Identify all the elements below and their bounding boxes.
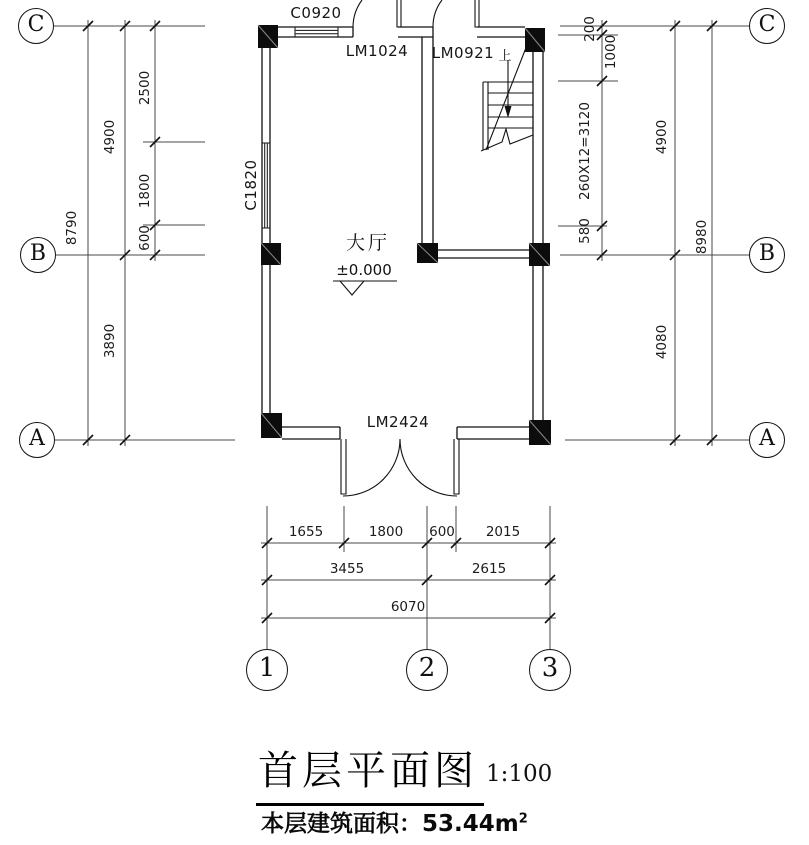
floor-area-value: 53.44m <box>422 811 519 837</box>
dim-right-stair: 260X12=3120 <box>577 102 593 200</box>
dim-left-outer: 8790 <box>64 210 80 246</box>
dim-bottom-2615: 2615 <box>471 561 507 577</box>
dim-bottom-1800: 1800 <box>368 524 404 540</box>
floor-area-note <box>261 805 528 838</box>
dim-right-lower: 4080 <box>654 324 670 360</box>
floor-area-exponent: 2 <box>518 811 528 827</box>
window-c0920 <box>295 27 338 37</box>
dim-bottom-1655: 1655 <box>288 524 324 540</box>
dim-left-lower: 3890 <box>102 323 118 359</box>
grid-bubble-b-left: B <box>20 237 56 273</box>
dim-left-2500: 2500 <box>137 70 153 106</box>
columns <box>258 25 551 445</box>
door-lm0921 <box>433 0 479 27</box>
dim-right-580: 580 <box>577 218 593 244</box>
drawing-scale: 1:100 <box>486 761 553 787</box>
door-lm1024 <box>353 0 401 27</box>
label-door-lm2424: LM2424 <box>366 413 430 431</box>
dim-left-1800: 1800 <box>137 173 153 209</box>
room-level: ±0.000 <box>336 261 392 279</box>
dim-right-1000: 1000 <box>603 34 619 70</box>
dimension-lines <box>54 20 749 649</box>
stair-arrow-head <box>505 106 512 118</box>
grid-bubble-b-right: B <box>749 237 785 273</box>
walls <box>262 27 543 439</box>
room-name: 大厅 <box>345 232 391 254</box>
door-lm2424 <box>341 439 459 496</box>
grid-bubble-c-right: C <box>749 8 785 44</box>
label-door-lm0921: LM0921 <box>431 44 495 62</box>
dim-right-200: 200 <box>582 16 598 42</box>
level-symbol <box>333 281 397 295</box>
label-window-c0920: C0920 <box>290 4 342 22</box>
stair-break-line <box>481 129 533 151</box>
grid-bubble-c-left: C <box>18 8 54 44</box>
grid-bubble-1: 1 <box>246 649 288 691</box>
column-diagonals <box>258 25 551 445</box>
dim-right-upper: 4900 <box>654 119 670 155</box>
drawing-title: 首层平面图 <box>256 739 484 806</box>
dim-bottom-3455: 3455 <box>329 561 365 577</box>
dim-left-600: 600 <box>137 225 153 251</box>
dim-bottom-2015: 2015 <box>485 524 521 540</box>
dim-bottom-600: 600 <box>429 524 455 540</box>
dim-bottom-6070: 6070 <box>390 599 426 615</box>
grid-bubble-a-left: A <box>19 422 55 458</box>
grid-bubble-2: 2 <box>406 649 448 691</box>
dim-left-upper: 4900 <box>102 119 118 155</box>
label-door-lm1024: LM1024 <box>345 42 409 60</box>
dim-right-outer: 8980 <box>694 219 710 255</box>
floor-area-label: 本层建筑面积： <box>261 811 422 837</box>
grid-bubble-3: 3 <box>529 649 571 691</box>
stair-direction-label: 上 <box>498 49 512 64</box>
grid-bubble-a-right: A <box>749 422 785 458</box>
label-window-c1820: C1820 <box>242 159 260 211</box>
window-c1820 <box>262 143 270 228</box>
